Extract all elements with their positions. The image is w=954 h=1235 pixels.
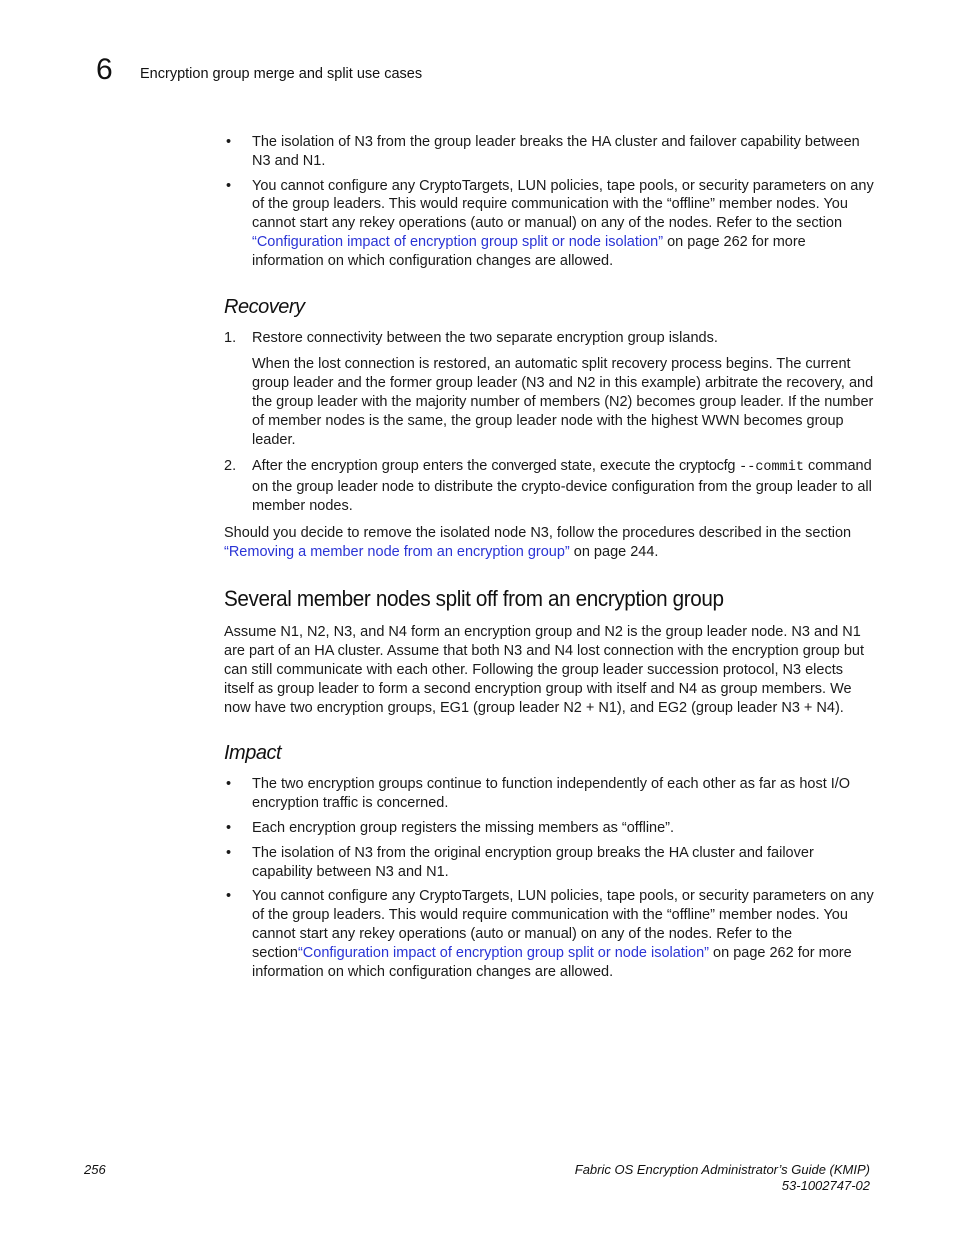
bullet-text: The isolation of N3 from the original encryption group breaks the HA cluster and failover capability between N3 and N1. <box>252 844 814 880</box>
bullet-text: The isolation of N3 from the group leader breaks the HA cluster and failover capability between N3 and N1. <box>252 134 860 169</box>
impact-bullet-list <box>224 775 874 981</box>
step-text <box>252 457 874 515</box>
list-item <box>224 844 874 882</box>
list-item <box>224 329 874 450</box>
section-intro: Assume N1, N2, N3, and N4 form an encryption group and N2 is the group leader node. N3 and N1 are part of an HA cluster. Assume that both N3 and N4 lost connection with the encryption group but can still communicate with each other. Following the group leader succession protocol, N3 elects itself as group leader to form a second encryption group with itself and N4 as group members. We now have two encryption groups, EG1 (group leader N2 + N1), and EG2 (group leader N3 + N4). <box>224 624 864 716</box>
recovery-heading: Recovery <box>224 295 305 318</box>
list-item <box>224 177 874 271</box>
bullet-text: Each encryption group registers the missing members as “offline”. <box>252 819 675 836</box>
recovery-steps <box>224 329 874 516</box>
chapter-number: 6 <box>96 53 113 86</box>
step-text-part: command on the group leader node to distribute the crypto-device configuration from the group leader to all member nodes. <box>252 458 872 514</box>
book-title: Fabric OS Encryption Administrator’s Guide (KMIP) <box>574 1162 870 1177</box>
bullet-text: on page 262 for more information on which configuration changes are allowed. <box>252 944 852 980</box>
list-item <box>224 819 874 838</box>
section-heading: Several member nodes split off from an encryption group <box>224 586 724 612</box>
config-impact-link[interactable]: “Configuration impact of encryption group split or node isolation” <box>297 944 710 961</box>
bullet-icon: • <box>226 134 232 150</box>
remove-member-node-link[interactable]: “Removing a member node from an encryption group” <box>224 543 570 560</box>
paragraph-text: on page 244. <box>569 543 659 560</box>
isolation-bullet-list <box>224 133 874 271</box>
list-item <box>224 775 874 813</box>
cryptocfg-command: cryptocfg <box>678 458 736 475</box>
list-item <box>224 133 874 171</box>
list-item <box>224 887 874 981</box>
step-number: 2. <box>224 458 237 475</box>
page-number: 256 <box>84 1162 106 1177</box>
step-text: Restore connectivity between the two separate encryption group islands. <box>252 329 718 346</box>
converged-state-term: converged <box>491 458 557 475</box>
bullet-icon: • <box>226 888 232 905</box>
bullet-icon: • <box>226 844 232 861</box>
footer-info <box>575 1162 870 1194</box>
bullet-text: The two encryption groups continue to function independently of each other as far as host I/O encryption traffic is concerned. <box>252 776 851 812</box>
step-text-part: state, execute the <box>556 458 679 475</box>
bullet-text: on page 262 for more information on which configuration changes are allowed. <box>252 233 806 269</box>
running-title: Encryption group merge and split use cases <box>140 66 423 82</box>
step-number: 1. <box>224 329 237 346</box>
step-text-part: After the encryption group enters the <box>252 458 492 475</box>
bullet-icon: • <box>226 776 232 793</box>
step-detail: When the lost connection is restored, an automatic split recovery process begins. The current group leader and the former group leader (N3 and N2 in this example) arbitrate the recovery, and the group leader with the majority number of members (N2) becomes group leader. If the number of member nodes is the same, the group leader node with the highest WWN becomes group leader. <box>252 356 874 448</box>
bullet-icon: • <box>226 177 232 194</box>
paragraph-text: Should you decide to remove the isolated node N3, follow the procedures described in the section <box>224 524 852 541</box>
impact-heading: Impact <box>224 742 282 765</box>
bullet-text: You cannot configure any CryptoTargets, LUN policies, tape pools, or security parameters on any of the group leaders. This would require communication with the “offline” member nodes. You cannot start any rekey operations (auto or manual) on any of the nodes. Refer to the section <box>252 888 874 961</box>
page-content <box>224 133 874 987</box>
bullet-icon: • <box>226 819 232 836</box>
bullet-text: You cannot configure any CryptoTargets, LUN policies, tape pools, or security parameters on any of the group leaders. This would require communication with the “offline” member nodes. You cannot start any rekey operations (auto or manual) on any of the nodes. Refer to the section <box>252 177 874 232</box>
doc-number: 53-1002747-02 <box>781 1178 870 1193</box>
config-impact-link[interactable]: “Configuration impact of encryption group split or node isolation” <box>252 233 664 250</box>
list-item <box>224 457 874 515</box>
remove-node-paragraph <box>224 524 874 562</box>
commit-option: --commit <box>739 460 804 476</box>
